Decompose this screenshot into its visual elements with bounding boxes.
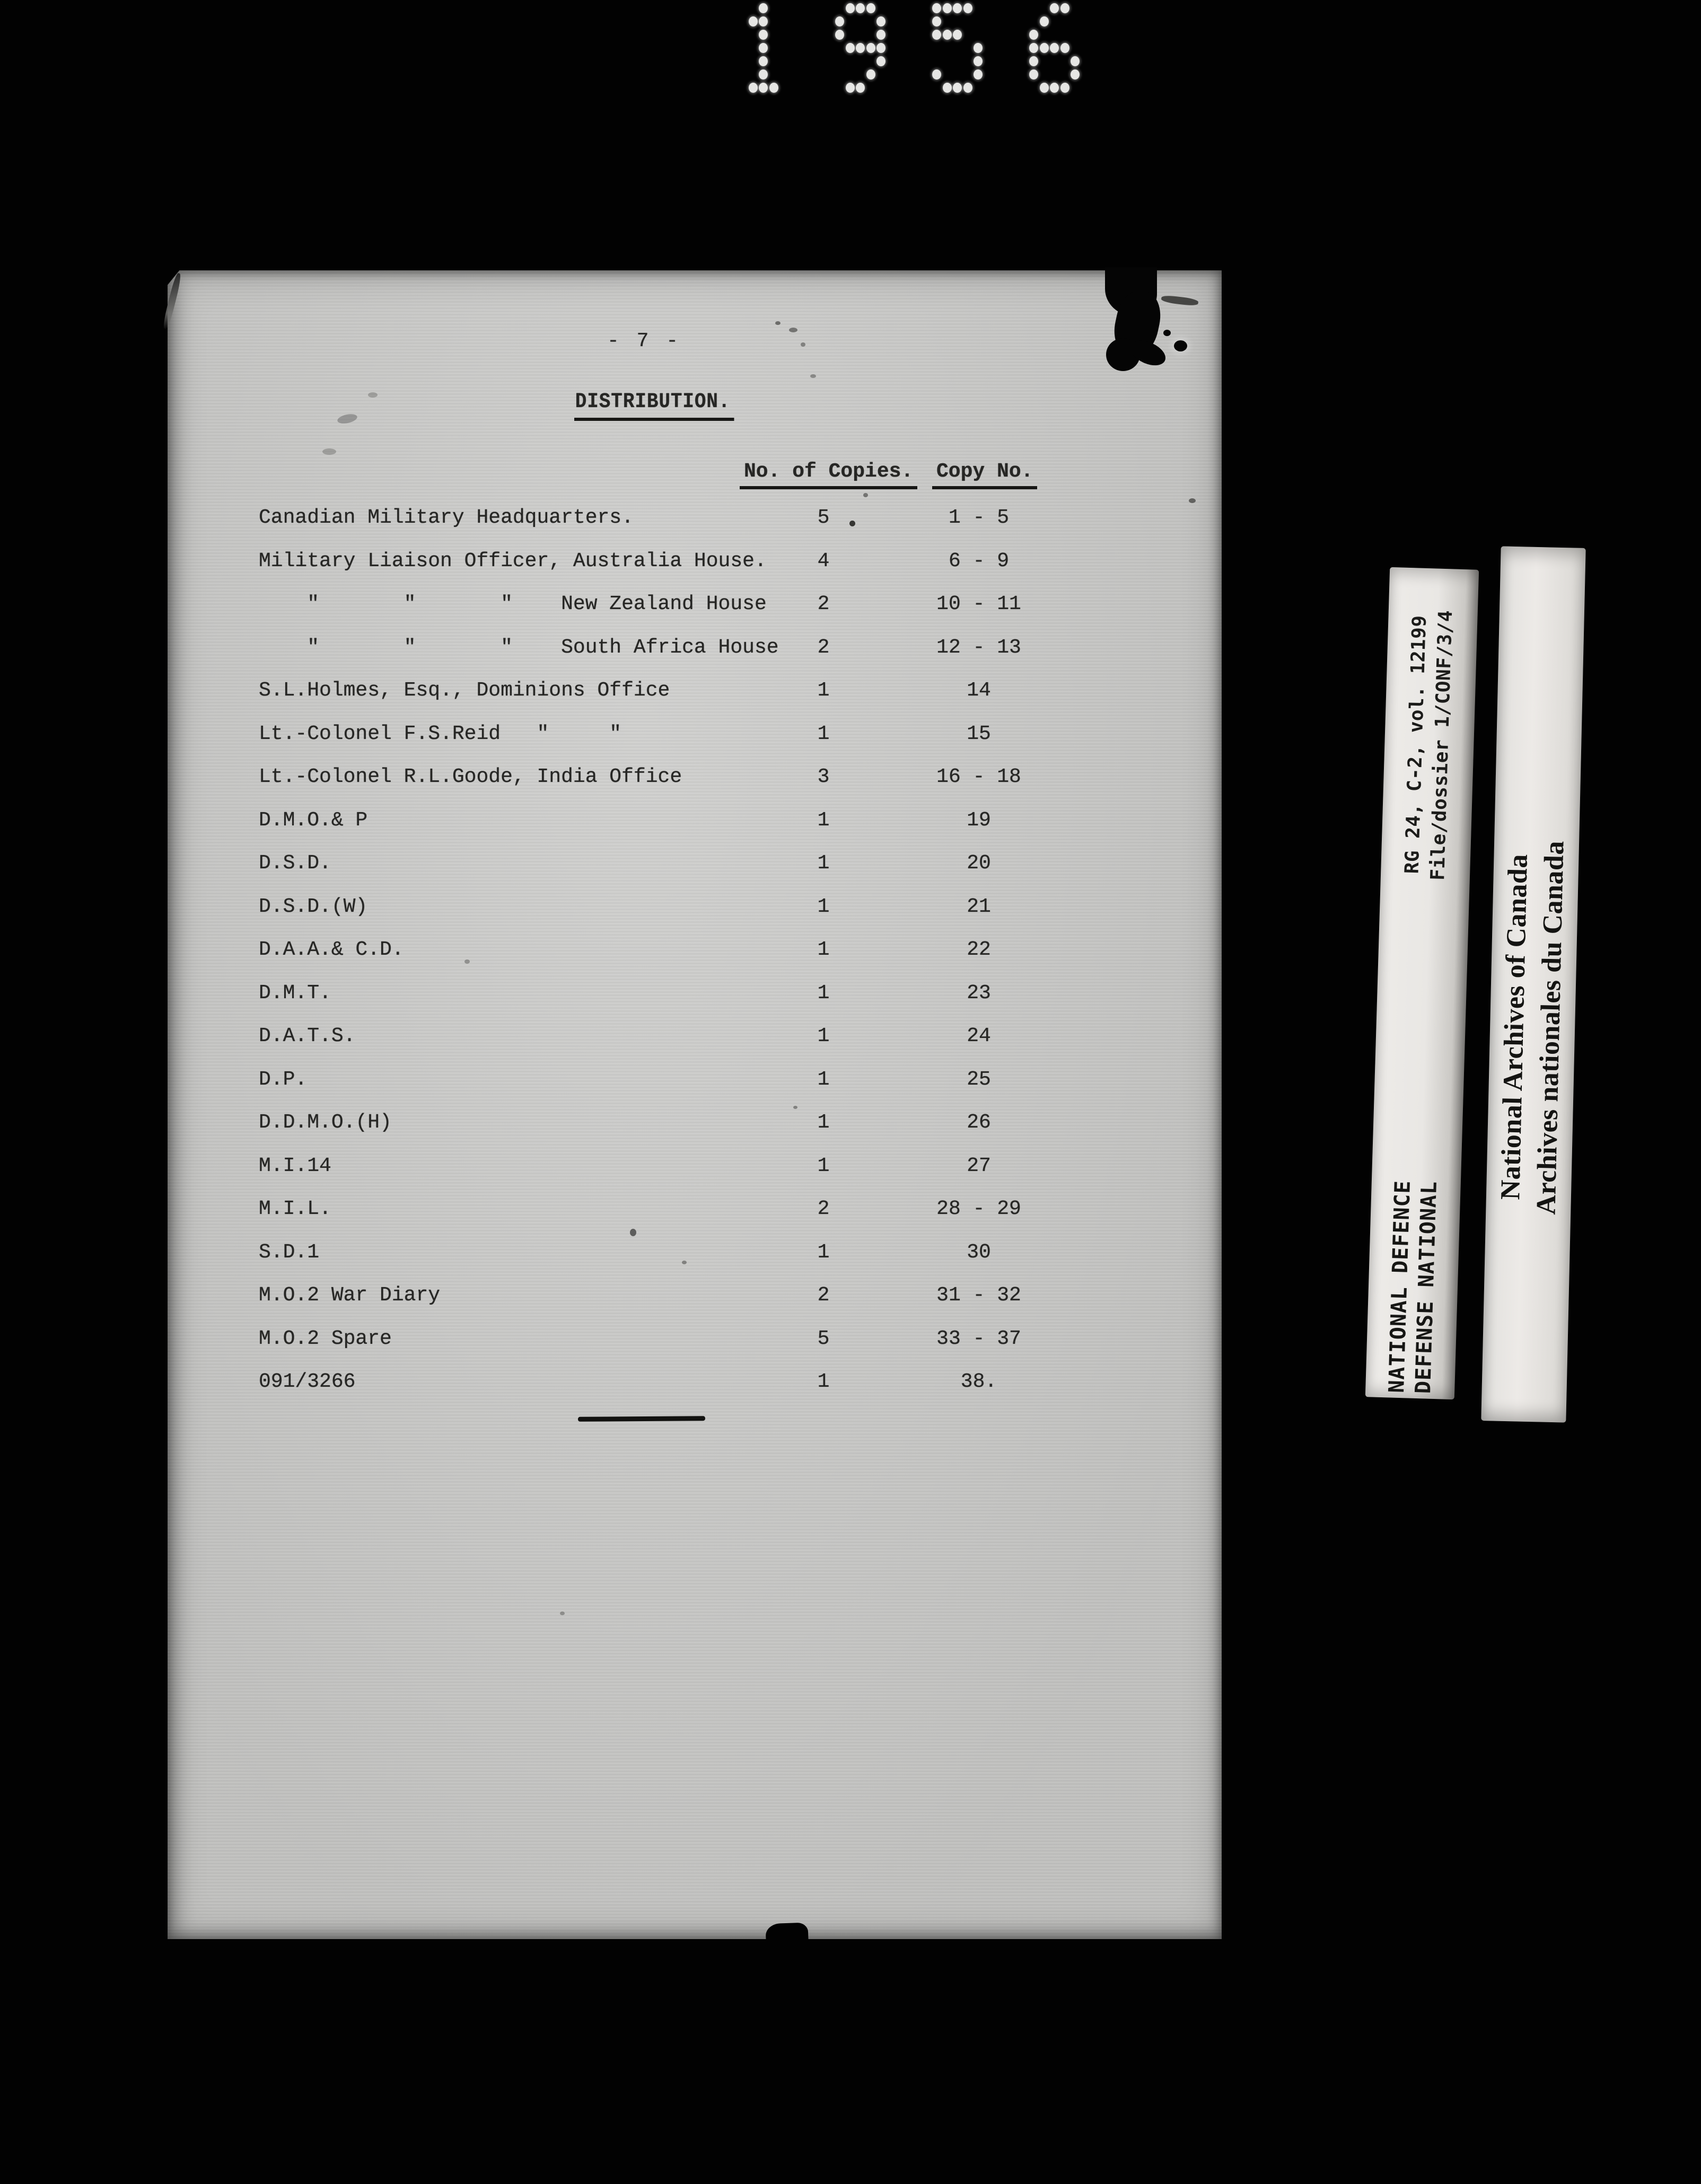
stamp-dot [769, 83, 778, 93]
copy-no-value: 15 [967, 722, 991, 745]
copy-no-value: 19 [967, 808, 991, 832]
copy-no-value: 20 [967, 852, 991, 875]
stamp-dot [1071, 56, 1080, 66]
page-number: - 7 - [607, 330, 681, 353]
no-of-copies-value: 2 [817, 636, 830, 659]
table-row [168, 1284, 1222, 1316]
recipient-label: " " " New Zealand House [259, 593, 767, 615]
column-header-copy-no: Copy No. [932, 460, 1037, 489]
stamp-dot [876, 30, 885, 40]
recipient-label: M.I.L. [259, 1197, 331, 1220]
stamp-dot [974, 69, 983, 80]
stamp-dot [856, 83, 865, 93]
end-rule [578, 1416, 705, 1422]
copy-no-value: 23 [967, 981, 991, 1005]
table-row [168, 1327, 1222, 1359]
no-of-copies-value: 1 [817, 808, 830, 832]
ink-speck [1189, 498, 1196, 503]
archival-reference-label [1399, 609, 1459, 881]
archival-reference-strip [1365, 567, 1479, 1399]
table-row [168, 636, 1222, 668]
document-page [168, 270, 1222, 1939]
recipient-label: S.L.Holmes, Esq., Dominions Office [259, 679, 670, 702]
stamp-dot [1029, 30, 1038, 40]
ink-speck [630, 1229, 636, 1236]
table-row [168, 593, 1222, 624]
stamp-dot [1040, 83, 1049, 93]
copy-no-value: 21 [967, 895, 991, 918]
recipient-label: D.S.D. [259, 852, 331, 875]
ink-speck [810, 374, 816, 378]
edge-mark [765, 1923, 808, 1941]
stamp-dot [1060, 43, 1069, 53]
copy-no-value: 6 - 9 [948, 549, 1010, 573]
stamp-dot [759, 30, 768, 40]
recipient-label: D.S.D.(W) [259, 895, 368, 918]
copy-no-value: 12 - 13 [936, 636, 1021, 659]
copy-no-value: 22 [967, 938, 991, 961]
year-stamp-1956 [738, 3, 1088, 99]
stamp-dot [974, 56, 983, 66]
recipient-label: D.A.A.& C.D. [259, 938, 404, 961]
corner-crease [162, 272, 182, 330]
defence-line-1: NATIONAL DEFENCE [1384, 1179, 1415, 1394]
table-row [168, 852, 1222, 884]
defence-line-2: DEFENSE NATIONAL [1411, 1181, 1442, 1394]
no-of-copies-value: 1 [817, 1370, 830, 1393]
national-archives-label [1493, 840, 1573, 1215]
ink-speck [560, 1611, 565, 1615]
page-title: DISTRIBUTION. [574, 390, 734, 421]
stamp-dot [932, 30, 941, 40]
copy-no-value: 27 [967, 1154, 991, 1177]
copy-no-value: 14 [967, 679, 991, 702]
stamp-dot [835, 30, 844, 40]
no-of-copies-value: 1 [817, 852, 830, 875]
stamp-dot [759, 16, 768, 27]
ink-speck [322, 448, 336, 455]
stamp-dot [866, 69, 875, 80]
table-row [168, 1370, 1222, 1402]
ink-smudge [1161, 295, 1198, 306]
stamp-dot [759, 56, 768, 66]
national-archives-strip [1481, 546, 1585, 1422]
ink-speck [1174, 340, 1187, 351]
recipient-label: Lt.-Colonel F.S.Reid " " [259, 722, 622, 745]
copy-no-value: 33 - 37 [936, 1327, 1021, 1350]
ink-speck [801, 342, 805, 347]
table-row [168, 679, 1222, 711]
ink-speck [464, 959, 470, 964]
no-of-copies-value: 4 [817, 549, 830, 573]
stamp-dot [943, 3, 952, 13]
recipient-label: S.D.1 [259, 1240, 320, 1264]
table-row [168, 1025, 1222, 1056]
copy-no-value: 25 [967, 1068, 991, 1091]
stamp-dot [1040, 43, 1049, 53]
ink-speck [368, 392, 378, 398]
table-row [168, 938, 1222, 970]
stamp-dot [1029, 56, 1038, 66]
copy-no-value: 24 [967, 1025, 991, 1047]
copy-no-value: 26 [967, 1111, 991, 1134]
recipient-label: D.A.T.S. [259, 1025, 356, 1047]
recipient-label: M.O.2 War Diary [259, 1284, 441, 1307]
stamp-dot [856, 43, 865, 53]
copy-no-value: 28 - 29 [936, 1197, 1021, 1220]
recipient-label: " " " South Africa House [259, 636, 779, 659]
table-row [168, 765, 1222, 797]
copy-no-value: 1 - 5 [948, 506, 1010, 529]
copy-no-value: 16 - 18 [936, 765, 1021, 788]
table-row [168, 1068, 1222, 1100]
copy-no-value: 30 [967, 1240, 991, 1264]
stamp-dot [953, 83, 962, 93]
reference-line-2: File/dossier 1/CONF/3/4 [1426, 610, 1457, 881]
table-row [168, 1155, 1222, 1186]
recipient-label: D.M.T. [259, 981, 331, 1005]
no-of-copies-value: 1 [817, 1025, 830, 1047]
no-of-copies-value: 2 [817, 593, 830, 615]
no-of-copies-value: 1 [817, 1111, 830, 1134]
stamp-dot [749, 83, 758, 93]
no-of-copies-value: 1 [817, 679, 830, 702]
ink-speck [1163, 330, 1171, 336]
stamp-dot [856, 3, 865, 13]
ink-speck [682, 1261, 687, 1264]
no-of-copies-value: 5 [817, 1327, 830, 1350]
stamp-dot [953, 3, 962, 13]
no-of-copies-value: 1 [817, 1240, 830, 1264]
table-row [168, 1111, 1222, 1143]
recipient-label: 091/3266 [259, 1370, 356, 1393]
stamp-dot [1060, 3, 1069, 13]
stamp-dot [932, 69, 941, 80]
stamp-dot [1050, 3, 1059, 13]
ink-speck [789, 328, 797, 332]
recipient-label: Lt.-Colonel R.L.Goode, India Office [259, 765, 682, 788]
stamp-dot [1071, 69, 1080, 80]
recipient-label: D.D.M.O.(H) [259, 1111, 392, 1134]
no-of-copies-value: 2 [817, 1284, 830, 1307]
recipient-label: Canadian Military Headquarters. [259, 506, 634, 529]
stamp-dot [1029, 43, 1038, 53]
national-defence-label [1383, 1180, 1443, 1394]
stamp-dot [1029, 69, 1038, 80]
stamp-dot [876, 43, 885, 53]
column-header-no-of-copies: No. of Copies. [740, 460, 917, 489]
stamp-dot [1060, 83, 1069, 93]
stamp-dot [963, 83, 972, 93]
recipient-label: D.P. [259, 1068, 308, 1091]
stamp-dot [932, 16, 941, 27]
stamp-dot [1040, 16, 1049, 27]
ink-speck [337, 412, 358, 425]
stamp-dot [876, 56, 885, 66]
stamp-dot [963, 3, 972, 13]
stray-period [849, 521, 855, 526]
no-of-copies-value: 1 [817, 1068, 830, 1091]
stamp-dot [759, 43, 768, 53]
reference-line-1: RG 24, C-2, vol. 12199 [1401, 615, 1431, 874]
stamp-dot [759, 83, 768, 93]
table-row [168, 982, 1222, 1014]
ink-speck [863, 493, 868, 497]
archives-line-1: National Archives of Canada [1495, 853, 1533, 1201]
no-of-copies-value: 1 [817, 1154, 830, 1177]
stamp-dot [876, 16, 885, 27]
stamp-dot [759, 69, 768, 80]
no-of-copies-value: 1 [817, 938, 830, 961]
recipient-label: M.O.2 Spare [259, 1327, 392, 1350]
recipient-label: D.M.O.& P [259, 808, 368, 832]
archives-line-2: Archives nationales du Canada [1531, 840, 1570, 1216]
table-row [168, 506, 1222, 538]
no-of-copies-value: 5 [817, 506, 830, 529]
no-of-copies-value: 1 [817, 722, 830, 745]
table-row [168, 550, 1222, 582]
no-of-copies-value: 1 [817, 981, 830, 1005]
stamp-dot [974, 43, 983, 53]
recipient-label: Military Liaison Officer, Australia House. [259, 549, 767, 573]
stamp-dot [846, 83, 855, 93]
ink-speck [775, 321, 781, 325]
stamp-dot [943, 83, 952, 93]
no-of-copies-value: 2 [817, 1197, 830, 1220]
no-of-copies-value: 3 [817, 765, 830, 788]
stamp-dot [749, 16, 758, 27]
recipient-label: M.I.14 [259, 1154, 331, 1177]
stamp-dot [835, 16, 844, 27]
copy-no-value: 10 - 11 [936, 593, 1021, 615]
copy-no-value: 31 - 32 [936, 1284, 1021, 1307]
stamp-dot [932, 3, 941, 13]
stamp-dot [846, 3, 855, 13]
stamp-dot [953, 30, 962, 40]
table-row [168, 723, 1222, 754]
stamp-dot [1050, 83, 1059, 93]
ink-speck [793, 1106, 797, 1109]
no-of-copies-value: 1 [817, 895, 830, 918]
table-row [168, 809, 1222, 841]
stamp-dot [846, 43, 855, 53]
stamp-dot [943, 30, 952, 40]
table-row [168, 1241, 1222, 1273]
stamp-dot [866, 3, 875, 13]
stamp-dot [759, 3, 768, 13]
table-row [168, 895, 1222, 927]
stamp-dot [866, 43, 875, 53]
copy-no-value: 38. [960, 1370, 997, 1393]
stamp-dot [1050, 43, 1059, 53]
table-row [168, 1197, 1222, 1229]
